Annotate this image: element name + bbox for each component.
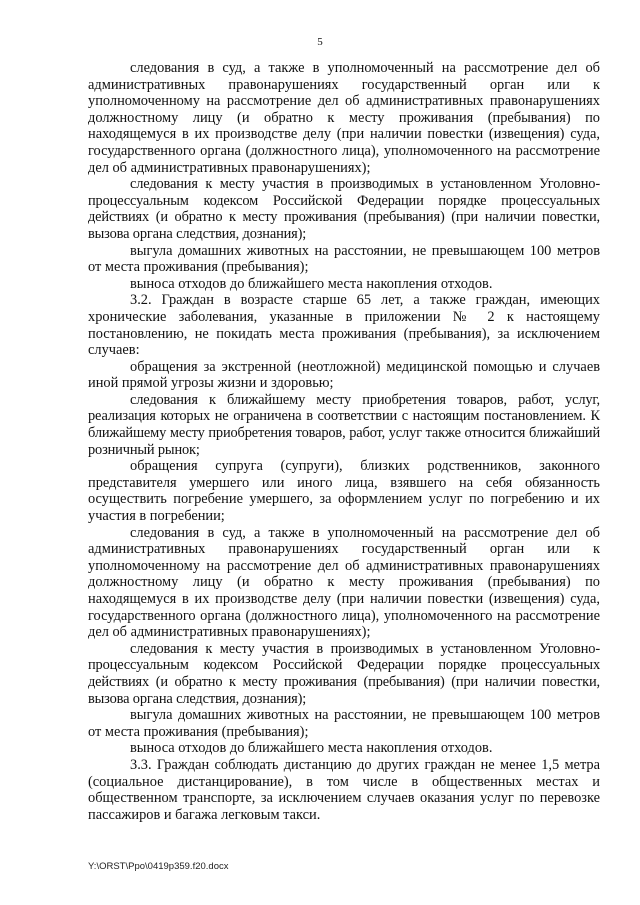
paragraph-funeral: обращения супруга (супруги), близких родственников, законного представителя умершего или иного лица, взявшего на себя обязанность осуществить погребение умершего, за оформлением услуг по погребению и их участия в погребении;	[88, 458, 600, 525]
paragraph-waste-disposal: выноса отходов до ближайшего места накопления отходов.	[130, 275, 493, 292]
file-path-footer: Y:\ORST\Ppo\0419p359.f20.docx	[88, 861, 229, 872]
paragraph-nearest-store: следования к ближайшему месту приобретения товаров, работ, услуг, реализация которых не ограничена в соответствии с настоящим постановлением. К ближайшему месту приобретения товаров, работ, услуг также относится ближайший розничный рынок;	[88, 391, 600, 458]
paragraph-section-3-3: 3.3. Граждан соблюдать дистанцию до других граждан не менее 1,5 метра (социальное дистанцирование), в том числе в общественных местах и общественном транспорте, за исключением случаев оказания услуг по перевозке пассажиров и багажа легковым такси.	[88, 756, 600, 823]
document-body	[88, 60, 600, 823]
paragraph-section-3-2: 3.2. Граждан в возрасте старше 65 лет, а также граждан, имеющих хронические заболевания, указанные в приложении № 2 к настоящему постановлению, не покидать места проживания (пребывания), за исключением случаев:	[88, 292, 600, 359]
paragraph-pet-walking: выгула домашних животных на расстоянии, не превышающем 100 метров от места проживания (пребывания);	[88, 242, 600, 276]
paragraph-court-appearance-2: следования в суд, а также в уполномоченный на рассмотрение дел об административных правонарушениях государственный орган или к уполномоченному на рассмотрение дел об административных правонарушениях должностному лицу (и обратно к месту проживания (пребывания) по находящемуся в их производстве делу (при наличии повестки (извещения) суда, государственного органа (должностного лица), уполномоченного на рассмотрение дел об административных правонарушениях);	[88, 524, 600, 641]
page-number: 5	[317, 36, 323, 48]
paragraph-pet-walking-2: выгула домашних животных на расстоянии, не превышающем 100 метров от места проживания (пребывания);	[88, 707, 600, 740]
paragraph-procedural-actions: следования к месту участия в производимых в установленном Уголовно-процессуальным кодексом Российской Федерации порядке процессуальных действиях (и обратно к месту проживания (пребывания) (при наличии повестки, вызова органа следствия, дознания);	[88, 176, 600, 242]
paragraph-waste-disposal-2: выноса отходов до ближайшего места накопления отходов.	[130, 740, 493, 757]
paragraph-medical-help: обращения за экстренной (неотложной) медицинской помощью и случаев иной прямой угрозы жизни и здоровью;	[88, 358, 600, 392]
paragraph-procedural-actions-2: следования к месту участия в производимых в установленном Уголовно-процессуальным кодексом Российской Федерации порядке процессуальных действиях (и обратно к месту проживания (пребывания) (при наличии повестки, вызова органа следствия, дознания);	[88, 640, 600, 707]
paragraph-court-appearance: следования в суд, а также в уполномоченный на рассмотрение дел об административных правонарушениях государственный орган или к уполномоченному на рассмотрение дел об административных правонарушениях должностному лицу (и обратно к месту проживания (пребывания) по находящемуся в их производстве делу (при наличии повестки (извещения) суда, государственного органа (должностного лица), уполномоченного на рассмотрение дел об административных правонарушениях);	[88, 60, 600, 176]
